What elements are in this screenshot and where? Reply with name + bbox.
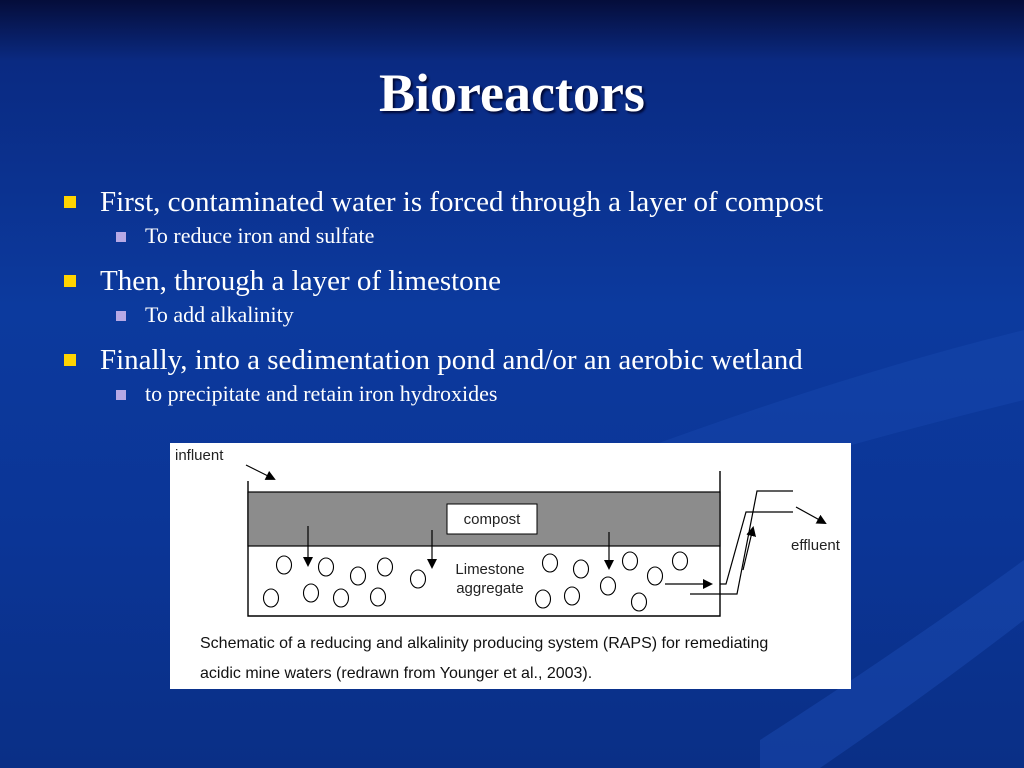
square-sub-bullet-icon (116, 311, 126, 321)
riser-pipe-outer (730, 491, 793, 594)
sub-bullet-item (62, 223, 1002, 249)
bullet-list (62, 184, 1002, 421)
limestone-label: Limestone (455, 561, 525, 578)
square-bullet-icon (64, 354, 76, 366)
bullet-item (62, 263, 1002, 299)
compost-label: compost (463, 511, 521, 528)
square-sub-bullet-icon (116, 232, 126, 242)
caption-line: acidic mine waters (redrawn from Younger et al., 2003). (200, 665, 593, 682)
influent-label: influent (175, 447, 224, 464)
square-bullet-icon (64, 196, 76, 208)
bullet-text: Finally, into a sedimentation pond and/or an aerobic wetland (100, 344, 803, 376)
raps-schematic-figure (170, 443, 851, 689)
aggregate-label: aggregate (456, 580, 524, 597)
caption-line: Schematic of a reducing and alkalinity producing system (RAPS) for remediating (200, 635, 769, 652)
bullet-text: First, contaminated water is forced through a layer of compost (100, 186, 824, 218)
bullet-text: Then, through a layer of limestone (100, 265, 502, 297)
slide-title: Bioreactors (379, 63, 645, 123)
riser-pipe-inner (720, 512, 793, 584)
sub-bullet-item (62, 302, 1002, 328)
square-sub-bullet-icon (116, 390, 126, 400)
sub-bullet-text: to precipitate and retain iron hydroxides (145, 381, 498, 406)
influent-arrow (246, 465, 274, 479)
figure-caption (200, 629, 850, 689)
sub-bullet-text: To reduce iron and sulfate (145, 223, 375, 248)
square-bullet-icon (64, 275, 76, 287)
sub-bullet-item (62, 381, 1002, 407)
bullet-item (62, 342, 1002, 378)
sub-bullet-text: To add alkalinity (145, 302, 294, 327)
effluent-label: effluent (791, 537, 840, 554)
bullet-item (62, 184, 1002, 220)
effluent-arrow (796, 507, 825, 523)
